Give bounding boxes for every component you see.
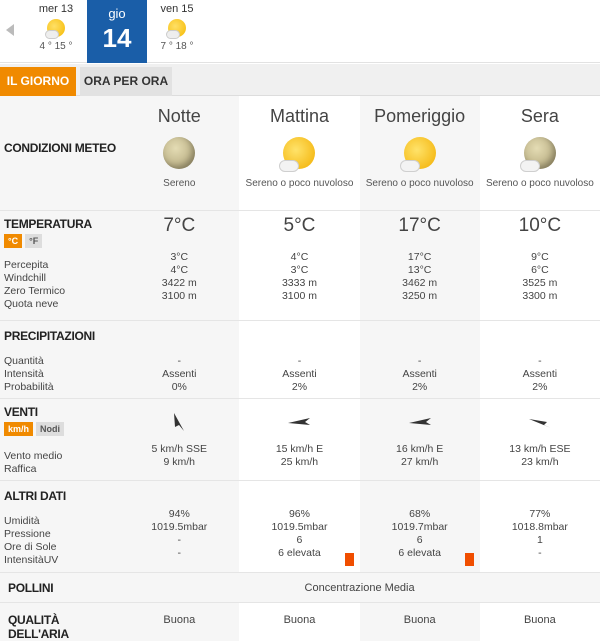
condition-text: Sereno [163,178,196,189]
air-quality-value: Buona [283,613,316,626]
windchill: 6°C [531,263,549,276]
day-temps: 7 ° 18 ° [160,41,194,52]
tab-ora-per-ora[interactable]: ORA PER ORA [80,67,172,96]
period-notte [119,96,239,210]
feels-like: 3°C [170,250,189,263]
wind-arrow-sse-icon [168,411,190,433]
uv-index: 6 elevata [278,546,321,559]
humidity: 94% [168,507,190,520]
freezing-level: 3462 m [402,276,438,289]
feels-like: 9°C [531,250,549,263]
wind-gust: 9 km/h [163,455,196,468]
period-title: Pomeriggio [374,106,466,126]
row-label: Raffica [4,462,37,475]
temperature-value: 5°C [283,214,316,236]
day-label: gio [108,6,126,21]
windchill: 3°C [290,263,309,276]
day-temps: 4 ° 15 ° [39,41,73,52]
condition-text: Sereno o poco nuvoloso [365,178,474,189]
wind-gust: 27 km/h [400,455,439,468]
pressure: 1019.7mbar [391,520,448,533]
condition-text: Sereno o poco nuvoloso [245,178,354,189]
moon-cloud-icon [524,137,556,169]
precip-amount: - [538,354,542,367]
precip-probability: 2% [412,380,428,393]
air-quality-value: Buona [523,613,556,626]
sun-cloud-icon [404,137,436,169]
row-label: Vento medio [4,449,63,462]
pressure: 1019.5mbar [151,520,208,533]
precip-amount: - [297,354,302,367]
pressure: 1019.5mbar [271,520,328,533]
row-label: Intensità [4,367,44,380]
pollen-concentration: Concentrazione Media [304,581,415,594]
row-label: Quota neve [4,297,59,310]
wind-gust: 23 km/h [521,455,559,468]
section-title-air-quality: QUALITÀ DELL'ARIA [8,612,69,641]
wind-speed: 5 km/h SSE [151,442,207,455]
precip-amount: - [417,354,422,367]
temperature-value: 10°C [518,214,562,236]
wind-arrow-e-icon [409,411,431,433]
day-item-fri[interactable] [147,0,207,63]
sun-hours: 1 [536,533,543,546]
snow-level: 3300 m [522,289,558,302]
feels-like: 17°C [407,250,432,263]
row-label: Percepita [4,258,49,271]
section-title-precipitation: PRECIPITAZIONI [4,328,95,343]
humidity: 68% [409,507,431,520]
air-quality-value: Buona [403,613,436,626]
wind-speed: 15 km/h E [275,442,324,455]
precip-intensity: Assenti [282,367,317,380]
sun-hours: - [177,533,182,546]
freezing-level: 3422 m [161,276,197,289]
precip-amount: - [177,354,182,367]
uv-level-indicator [465,553,474,566]
sun-hours: 6 [416,533,423,546]
precip-intensity: Assenti [162,367,197,380]
snow-level: 3100 m [161,289,197,302]
day-navigator [0,0,600,63]
day-item-thu-selected[interactable] [87,0,147,63]
windchill: 13°C [407,263,432,276]
section-title-pollen: POLLINI [8,580,54,595]
tab-il-giorno[interactable]: IL GIORNO [0,67,76,96]
pressure: 1018.8mbar [511,520,568,533]
section-title-conditions: CONDIZIONI METEO [4,141,116,155]
section-title-temperature: TEMPERATURA [4,216,92,231]
period-mattina [239,96,359,210]
prev-day-arrow-icon[interactable] [6,24,14,36]
row-label: IntensitàUV [4,553,59,566]
precip-intensity: Assenti [402,367,437,380]
snow-level: 3250 m [402,289,438,302]
unit-knots-button[interactable]: Nodi [36,422,64,436]
windchill: 4°C [170,263,189,276]
humidity: 96% [288,507,310,520]
wind-speed: 16 km/h E [396,442,444,455]
uv-level-indicator [345,553,354,566]
condition-text: Sereno o poco nuvoloso [485,178,594,189]
day-item-wed[interactable] [26,0,86,63]
day-number: 14 [102,23,132,53]
temperature-value: 7°C [163,214,196,236]
precip-intensity: Assenti [522,367,558,380]
period-title: Mattina [269,106,329,126]
uv-index: - [538,546,542,559]
air-quality-value: Buona [163,613,196,626]
day-label: ven 15 [160,3,194,15]
wind-speed: 13 km/h ESE [509,442,571,455]
precip-probability: 2% [532,380,548,393]
feels-like: 4°C [290,250,309,263]
period-sera [480,96,600,210]
section-title-other: ALTRI DATI [4,488,66,503]
row-label: Pressione [4,527,51,540]
period-pomeriggio [360,96,480,210]
wind-arrow-e-icon [288,411,310,433]
moon-clear-icon [163,137,195,169]
row-label: Zero Termico [4,284,66,297]
precip-probability: 2% [291,380,308,393]
temperature-value: 17°C [398,214,441,236]
precip-probability: 0% [171,380,187,393]
period-title: Sera [520,106,559,126]
row-label: Ore di Sole [4,540,57,553]
row-label: Quantità [4,354,44,367]
row-label: Windchill [4,271,47,284]
freezing-level: 3333 m [281,276,317,289]
unit-kmh-button[interactable]: km/h [4,422,33,436]
row-label: Umidità [4,514,40,527]
forecast-table [0,96,600,641]
view-tabs [0,64,600,96]
sun-hours: 6 [296,533,303,546]
freezing-level: 3525 m [522,276,558,289]
humidity: 77% [529,507,551,520]
uv-index: - [177,546,182,559]
day-label: mer 13 [38,3,74,15]
period-title: Notte [157,106,201,126]
row-label: Probabilità [4,380,54,393]
wind-arrow-ese-icon [529,411,551,433]
partly-sunny-icon [47,19,65,37]
snow-level: 3100 m [281,289,317,302]
uv-index: 6 elevata [398,546,441,559]
unit-fahrenheit-button[interactable]: °F [25,234,42,248]
unit-celsius-button[interactable]: °C [4,234,22,248]
section-title-wind: VENTI [4,404,38,419]
partly-sunny-icon [168,19,186,37]
wind-gust: 25 km/h [280,455,319,468]
sun-cloud-icon [283,137,315,169]
